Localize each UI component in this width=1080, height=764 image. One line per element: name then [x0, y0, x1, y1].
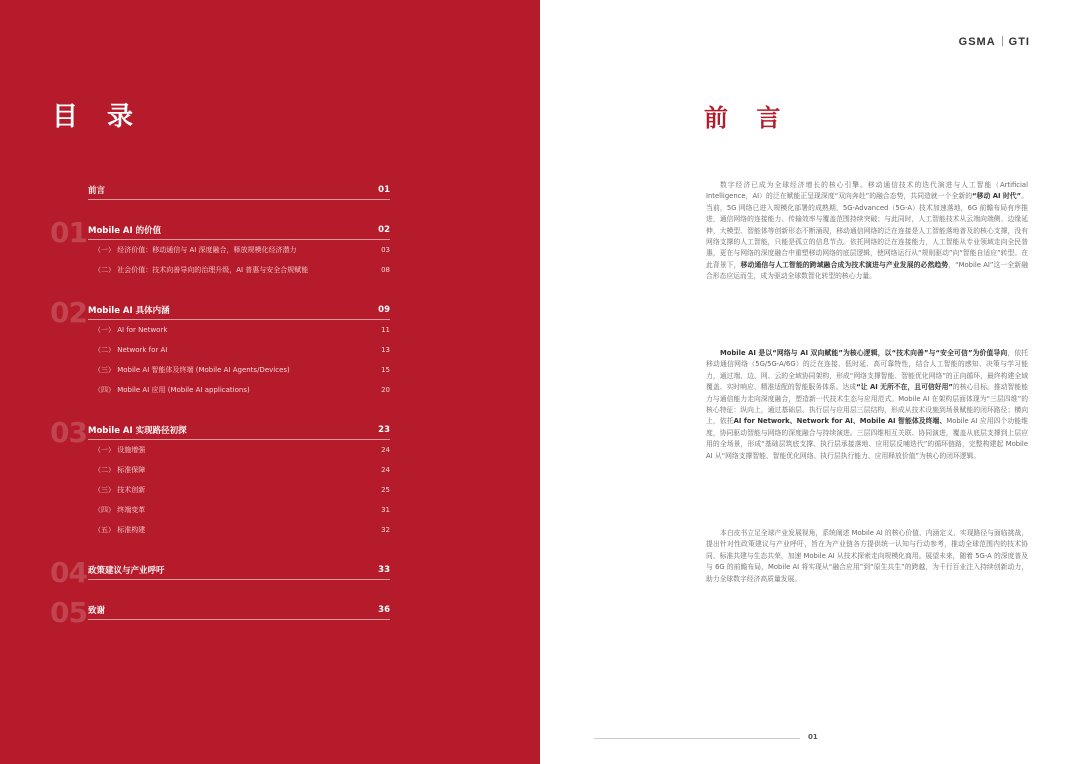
gsma-gti-logo	[959, 36, 1030, 48]
gti-logo-text: GTI	[1008, 36, 1030, 48]
toc-entry-label: Mobile AI 具体内涵	[88, 306, 170, 316]
toc-subentry[interactable]	[88, 342, 390, 358]
text-run: 。当前，5G 网络已进入规模化部署的成熟期，5G-Advanced（5G-A）技术加速落地，6G 前瞻布局有序推进，通信网络的连接能力、传输效率与覆盖范围持续突破；与此同时，人工智能技术从云端向端侧、边缘延伸，大模型、智能体等创新形态不断涌现，移动通信网络的泛在连接是人工智能落地普及的核心支撑，没有网络支撑的人工智能，只能是孤立的信息节点。依托网络的泛在连接能力，人工智能从专业领域走向全民普惠，更在与网络的深度融合中重塑移动网络的底层逻辑，使网络运行从“规则驱动”向“智能自适应”转型。在此背景下，	[706, 192, 1028, 269]
toc-divider	[88, 239, 390, 240]
toc-entry-label: 前言	[88, 186, 106, 196]
toc-entry-page: 03	[381, 246, 390, 254]
toc-entry-page: 31	[381, 506, 390, 514]
toc-entry-label: （四） Mobile AI 应用 (Mobile AI applications)	[94, 386, 250, 394]
toc-divider	[88, 319, 390, 320]
foreword-paragraph-3: 本白皮书立足全球产业发展视角，系统阐述 Mobile AI 的核心价值、内涵定义、实现路径与面临挑战，提出针对性政策建议与产业呼吁，旨在为产业链各方提供统一认知与行动参考，推动全球范围内的技术协同、标准共建与生态共荣，加速 Mobile AI 从技术探索走向规模化商用。展望未来，随着 5G-A 的深度普及与 6G 的前瞻布局，Mobile AI 将实现从“融合应用”到“原生共生”的跨越，为千行百业注入持续创新动力，助力全球数字经济高质量发展。	[706, 529, 1028, 583]
toc-entry-label: （三） Mobile AI 智能体及终端 (Mobile AI Agents/Devices)	[94, 366, 290, 374]
toc-entry-page: 24	[381, 466, 390, 474]
toc-entry-label: 政策建议与产业呼吁	[88, 566, 165, 576]
toc-entry-page: 02	[378, 225, 390, 235]
section-number: 04	[50, 556, 87, 589]
bold-run: “移动 AI 时代”	[972, 192, 1022, 201]
toc-divider	[88, 439, 390, 440]
toc-entry-label: （二） 标准保障	[94, 466, 146, 474]
toc-entry-label: （一） 经济价值：移动通信与 AI 深度融合，释放规模化经济潜力	[94, 246, 297, 254]
toc-entry-section-5[interactable]	[88, 602, 390, 618]
toc-divider	[88, 199, 390, 200]
toc-entry-page: 36	[378, 605, 390, 615]
foreword-paragraph-1	[706, 180, 1028, 283]
toc-entry-page: 33	[378, 565, 390, 575]
foreword-paragraph-2	[706, 348, 1028, 462]
gsma-logo-text: GSMA	[958, 36, 996, 48]
foreword-title: 前 言	[704, 104, 791, 132]
toc-subentry[interactable]	[88, 442, 390, 458]
toc-entry-section-4[interactable]	[88, 562, 390, 578]
toc-entry-label: （一） 设施增强	[94, 446, 146, 454]
toc-entry-label: （五） 标准构建	[94, 526, 146, 534]
section-number: 01	[50, 216, 87, 249]
toc-entry-page: 11	[381, 326, 390, 334]
section-number: 02	[50, 296, 87, 329]
bold-run: “让 AI 无所不在，且可信好用”	[856, 383, 953, 392]
toc-subentry[interactable]	[88, 462, 390, 478]
bold-run: AI for Network、Network for AI、Mobile AI 智能体及终端、	[733, 417, 947, 426]
toc-entry-label: Mobile AI 的价值	[88, 226, 162, 236]
toc-title: 目 录	[52, 102, 144, 132]
toc-subentry[interactable]	[88, 482, 390, 498]
toc-subentry[interactable]	[88, 362, 390, 378]
toc-subentry[interactable]	[88, 322, 390, 338]
toc-entry-section-1[interactable]	[88, 222, 390, 238]
toc-entry-section-2[interactable]	[88, 302, 390, 318]
logo-separator	[1002, 36, 1003, 46]
toc-entry-page: 09	[378, 305, 390, 315]
bold-run: 移动通信与人工智能的跨域融合成为技术演进与产业发展的必然趋势	[740, 260, 949, 269]
section-number: 05	[50, 596, 87, 629]
toc-entry-label: （四） 终端变革	[94, 506, 146, 514]
text-run: 数字经济已成为全球经济增长的核心引擎。移动通信技术的迭代演进与人工智能（Artificial Intelligence，AI）的泛在赋能正呈现深度“双向奔赴”的融合态势，共同造就一个全新的	[706, 181, 1028, 201]
toc-entry-foreword[interactable]	[88, 182, 390, 198]
footer-rule	[594, 738, 800, 739]
toc-entry-page: 08	[381, 266, 390, 274]
toc-entry-section-3[interactable]	[88, 422, 390, 438]
toc-divider	[88, 579, 390, 580]
toc-entry-page: 32	[381, 526, 390, 534]
foreword-page	[540, 0, 1080, 764]
toc-entry-label: 致谢	[88, 606, 106, 616]
toc-subentry[interactable]	[88, 242, 390, 258]
toc-entry-label: （三） 技术创新	[94, 486, 146, 494]
toc-entry-label: （二） 社会价值：技术向善导向的治理升级，AI 普惠与安全合规赋能	[94, 266, 309, 274]
toc-subentry[interactable]	[88, 262, 390, 278]
toc-entry-page: 20	[381, 386, 390, 394]
toc-subentry[interactable]	[88, 522, 390, 538]
toc-entry-page: 24	[381, 446, 390, 454]
toc-entry-page: 01	[378, 185, 390, 195]
toc-entry-label: （一） AI for Network	[94, 326, 168, 334]
text-run: 的核心目标。推动智能能力与通信能力走向深度融合，塑造新一代技术生态与应用范式。Mobile AI 在架构层面体现为“三层四维”的核心特征：纵向上，通过基础层、执行层与应用层三层结构，形成从技术设施到场景赋能的闭环路径；横向上，依托	[706, 383, 1028, 426]
toc-entry-page: 23	[378, 425, 390, 435]
toc-divider	[88, 619, 390, 620]
toc-subentry[interactable]	[88, 502, 390, 518]
toc-entry-label: Mobile AI 实现路径初探	[88, 426, 187, 436]
toc-entry-page: 25	[381, 486, 390, 494]
text-run: Mobile AI 应用四个功能维度，协同驱动智能与网络的深度融合与持续演进。三层四维相互关联、协同演进，覆盖从底层支撑到上层应用的全场景，形成“基础层筑底支撑、执行层承接落地、应用层反哺迭代”的循环链路，完整构建起 Mobile AI 从“网络支撑智能、智能优化网络、执行层执行能力、应用释放价值”为核心的闭环逻辑。	[706, 417, 1029, 460]
toc-entry-page: 15	[381, 366, 390, 374]
bold-run: Mobile AI 是以“网络与 AI 双向赋能”为核心逻辑，以“技术向善”与“安全可信”为价值导向	[720, 349, 1008, 357]
toc-entry-label: （二） Network for AI	[94, 346, 168, 354]
text-run: ，依托移动通信网络（5G/5G-A/6G）的泛在连接、低时延、高可靠特性，结合人工智能的感知、决策与学习能力，通过端、边、网、云的全域协同架构，形成“网络支撑智能、智能优化网络”的正向循环，最终构建全域覆盖、实时响应、精准适配的智能服务体系。达成	[706, 349, 1029, 392]
section-number: 03	[50, 416, 87, 449]
text-run: ，“Mobile AI”这一全新融合形态应运而生，成为驱动全球数智化转型的核心力量。	[706, 260, 1029, 281]
toc-entry-page: 13	[381, 346, 390, 354]
page-number: 01	[808, 733, 818, 741]
toc-subentry[interactable]	[88, 382, 390, 398]
